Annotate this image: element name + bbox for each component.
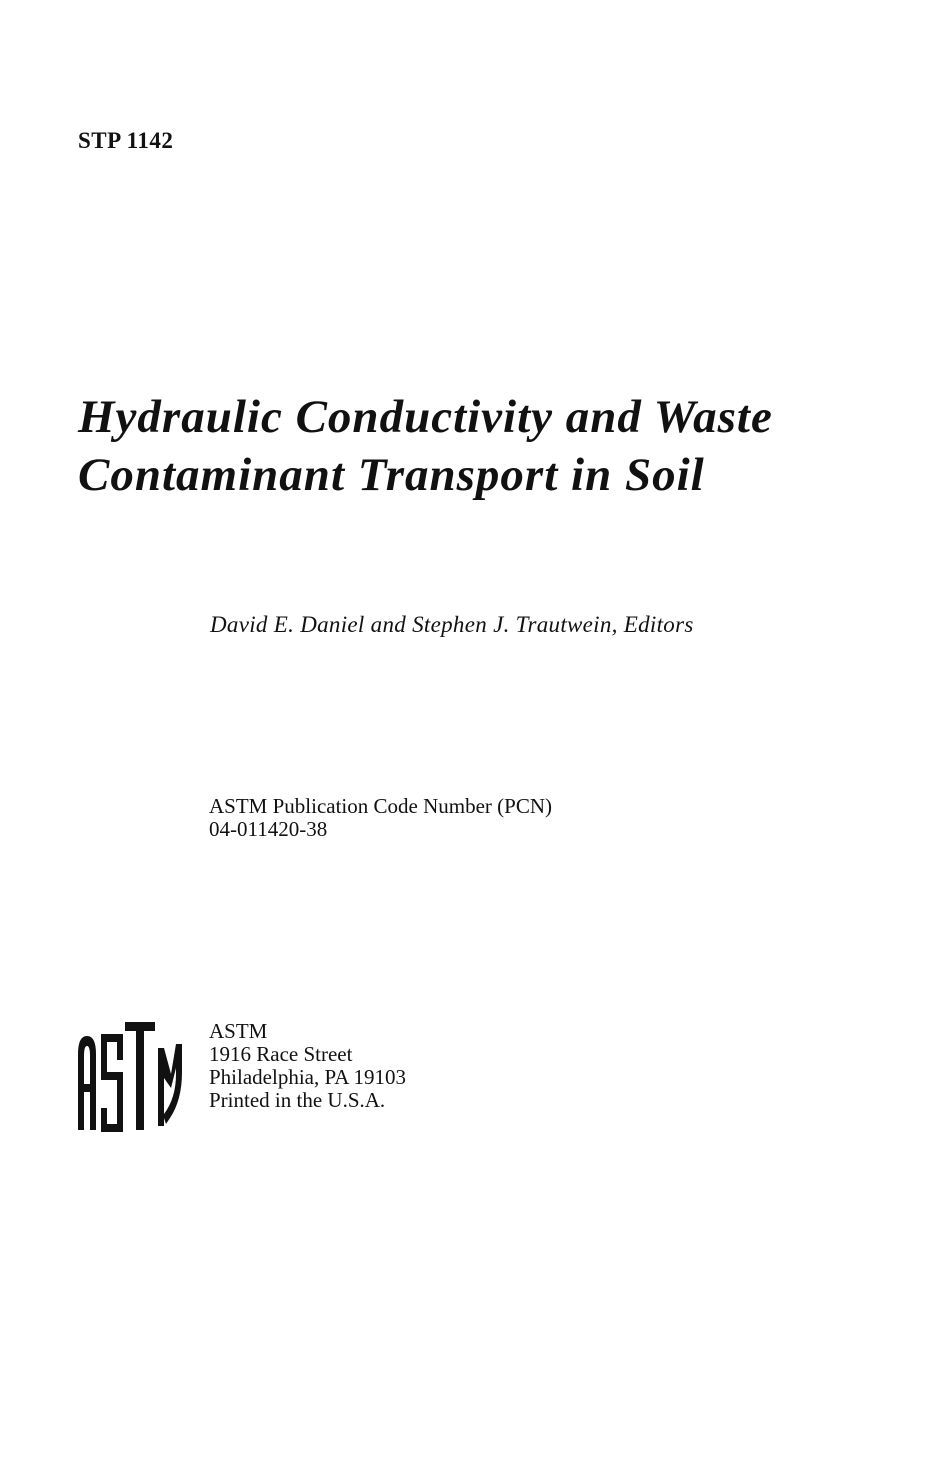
astm-logo-icon <box>72 1014 184 1134</box>
editors-credit: David E. Daniel and Stephen J. Trautwein, Editors <box>210 612 694 637</box>
publisher-name: ASTM <box>209 1019 268 1043</box>
pcn-number: 04-011420-38 <box>209 817 328 841</box>
series-number: STP 1142 <box>78 128 174 153</box>
book-title-line-2: Contaminant Transport in Soil <box>78 449 705 501</box>
printed-location: Printed in the U.S.A. <box>209 1088 386 1112</box>
pcn-label: ASTM Publication Code Number (PCN) <box>209 794 552 818</box>
book-title-line-1: Hydraulic Conductivity and Waste <box>78 391 773 443</box>
publication-code-block <box>209 795 552 841</box>
book-title <box>78 388 898 504</box>
publisher-street: 1916 Race Street <box>209 1042 353 1066</box>
publisher-city: Philadelphia, PA 19103 <box>209 1065 406 1089</box>
publisher-address <box>209 1020 406 1112</box>
